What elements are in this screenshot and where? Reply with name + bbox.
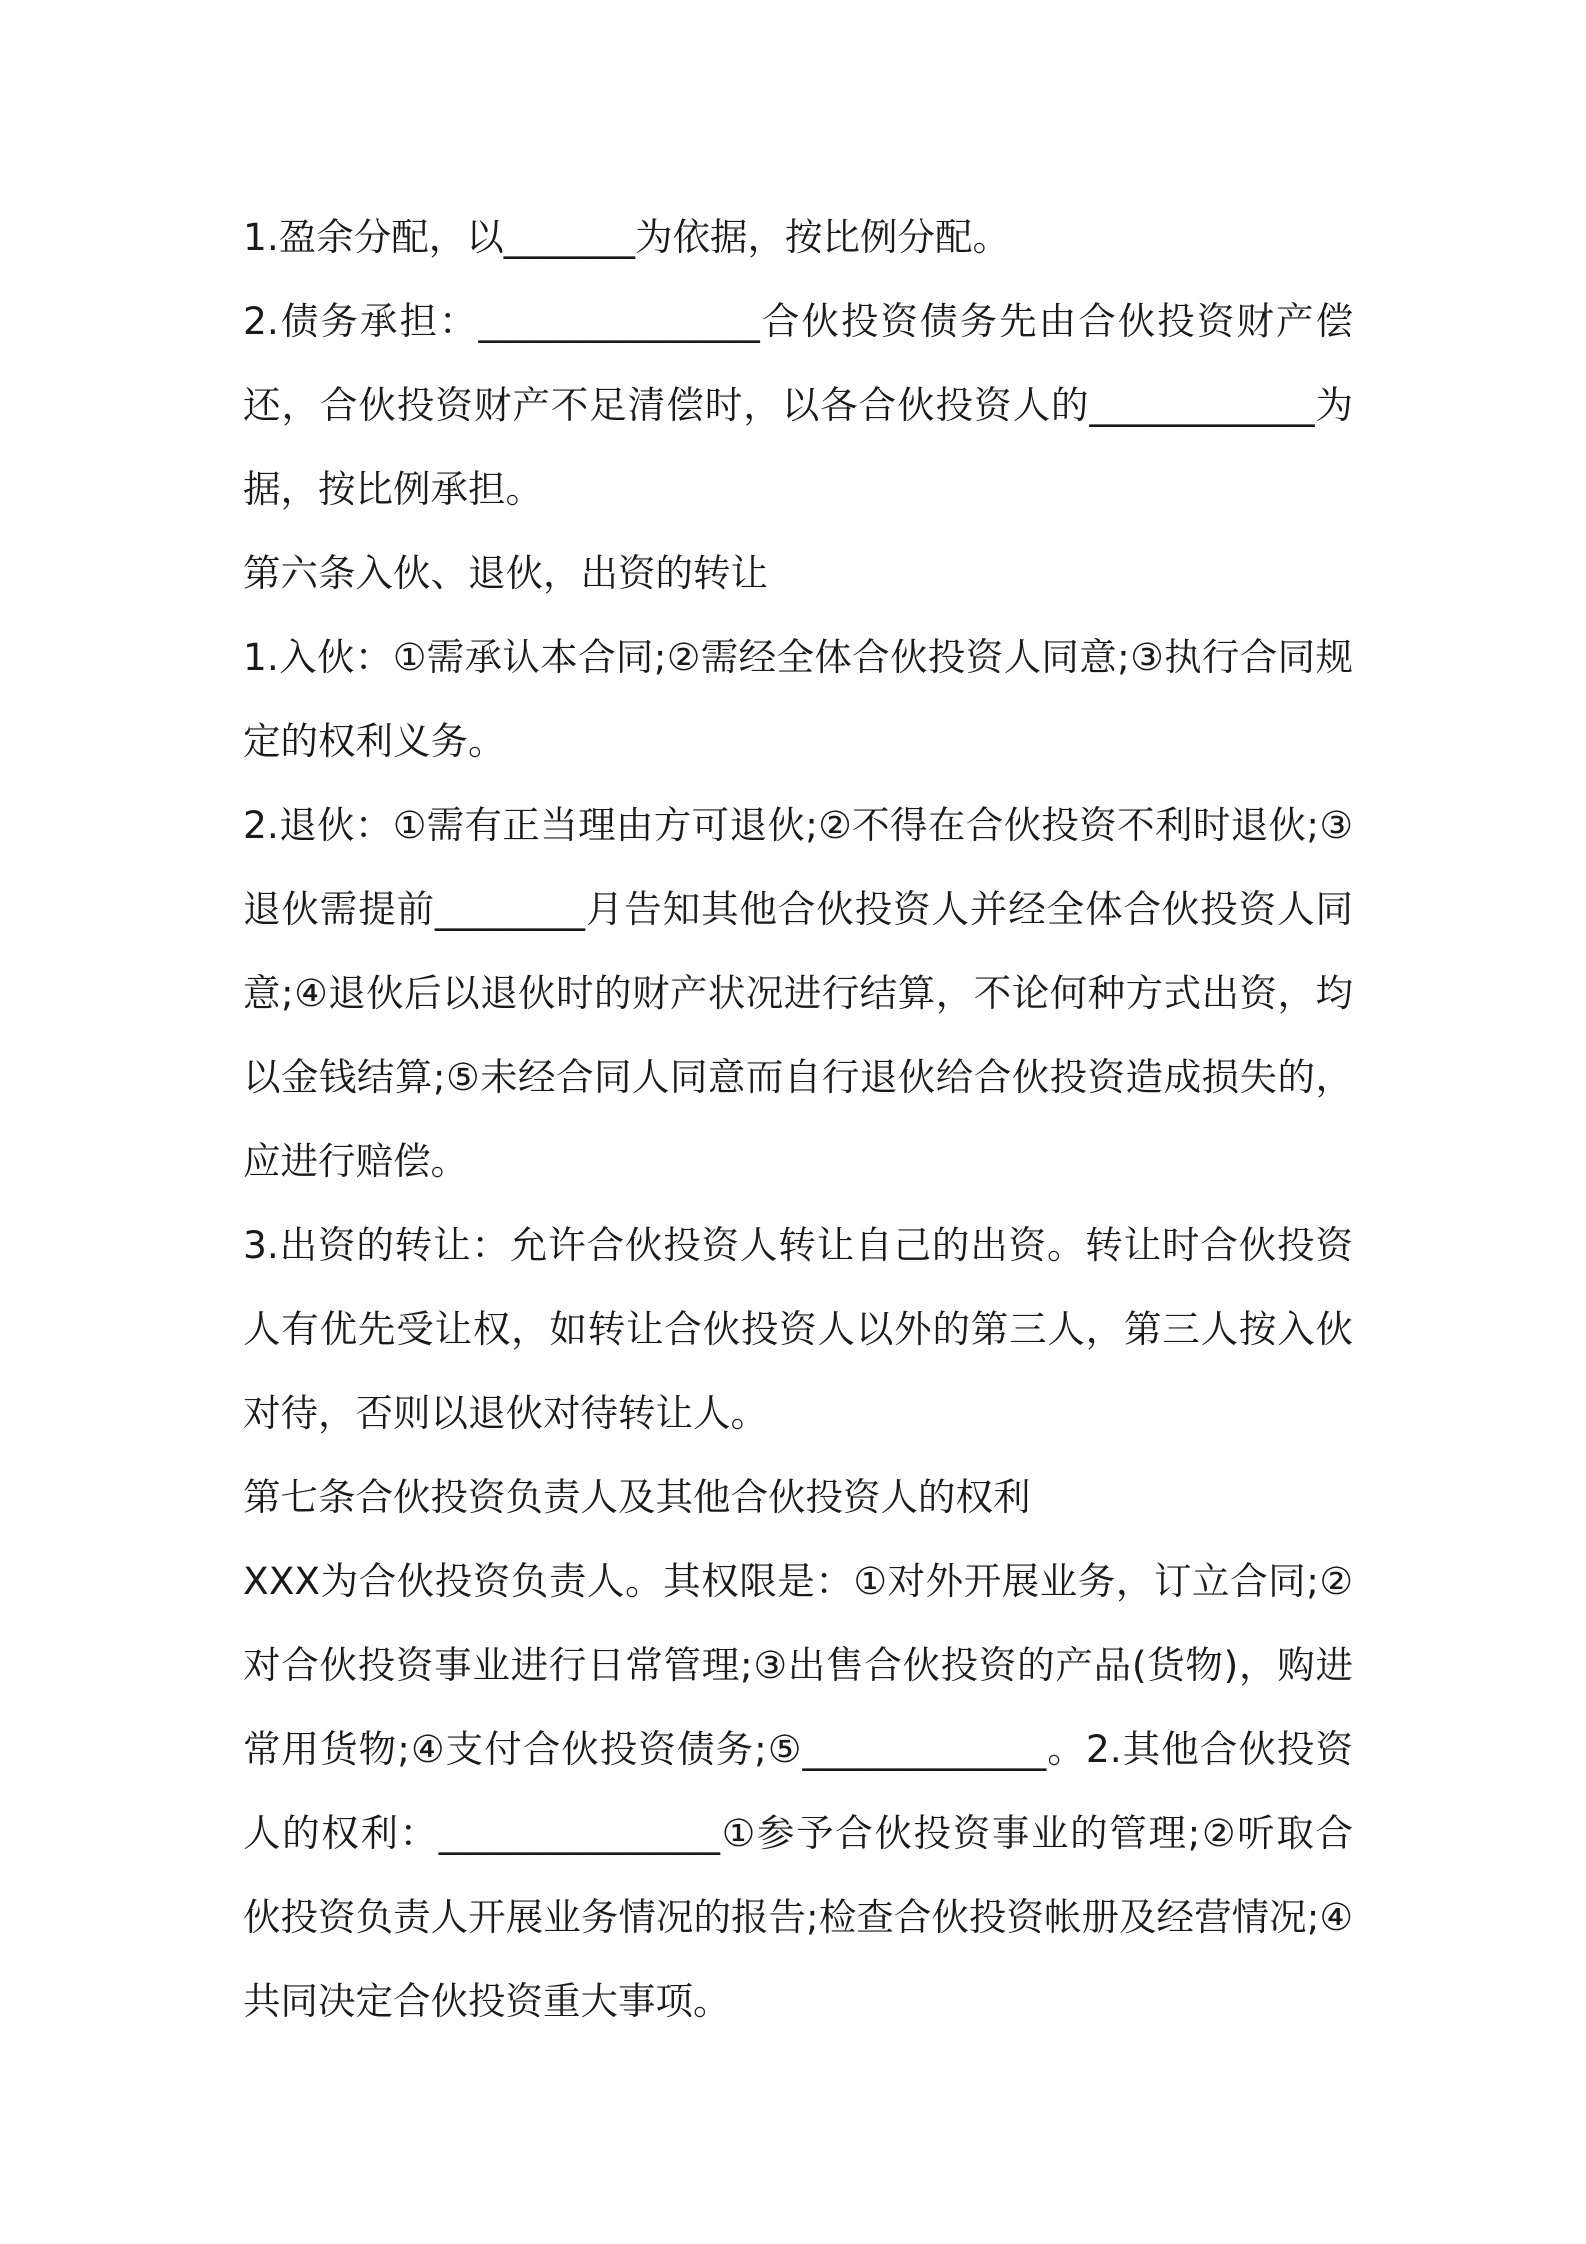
paragraph-profit-distribution: 1.盈余分配，以_______为依据，按比例分配。 [243, 215, 1011, 259]
paragraph-joining: 1.入伙：①需承认本合同;②需经全体合伙投资人同意;③执行合同规定的权利义务。 [243, 635, 1353, 763]
heading-article-7: 第七条合伙投资负责人及其他合伙投资人的权利 [243, 1475, 1031, 1519]
paragraph-debt-bearing: 2.债务承担：_______________合伙投资债务先由合伙投资财产偿还，合伙投资财产不足清偿时，以各合伙投资人的____________为据，按比例承担。 [243, 299, 1353, 511]
document-body [243, 195, 1353, 2043]
paragraph-partner-rights: XXX为合伙投资负责人。其权限是：①对外开展业务，订立合同;②对合伙投资事业进行日常管理;③出售合伙投资的产品(货物)，购进常用货物;④支付合伙投资债务;⑤_____________。2.其他合伙投资人的权利：_______________①参予合伙投资事业的管理;②听取合伙投资负责人开展业务情况的报告;检查合伙投资帐册及经营情况;④共同决定合伙投资重大事项。 [243, 1559, 1353, 2023]
paragraph-capital-transfer: 3.出资的转让：允许合伙投资人转让自己的出资。转让时合伙投资人有优先受让权，如转让合伙投资人以外的第三人，第三人按入伙对待，否则以退伙对待转让人。 [243, 1223, 1353, 1435]
heading-article-6: 第六条入伙、退伙，出资的转让 [243, 551, 768, 595]
paragraph-withdrawal: 2.退伙：①需有正当理由方可退伙;②不得在合伙投资不利时退伙;③退伙需提前________月告知其他合伙投资人并经全体合伙投资人同意;④退伙后以退伙时的财产状况进行结算，不论何种方式出资，均以金钱结算;⑤未经合同人同意而自行退伙给合伙投资造成损失的，应进行赔偿。 [243, 803, 1353, 1183]
